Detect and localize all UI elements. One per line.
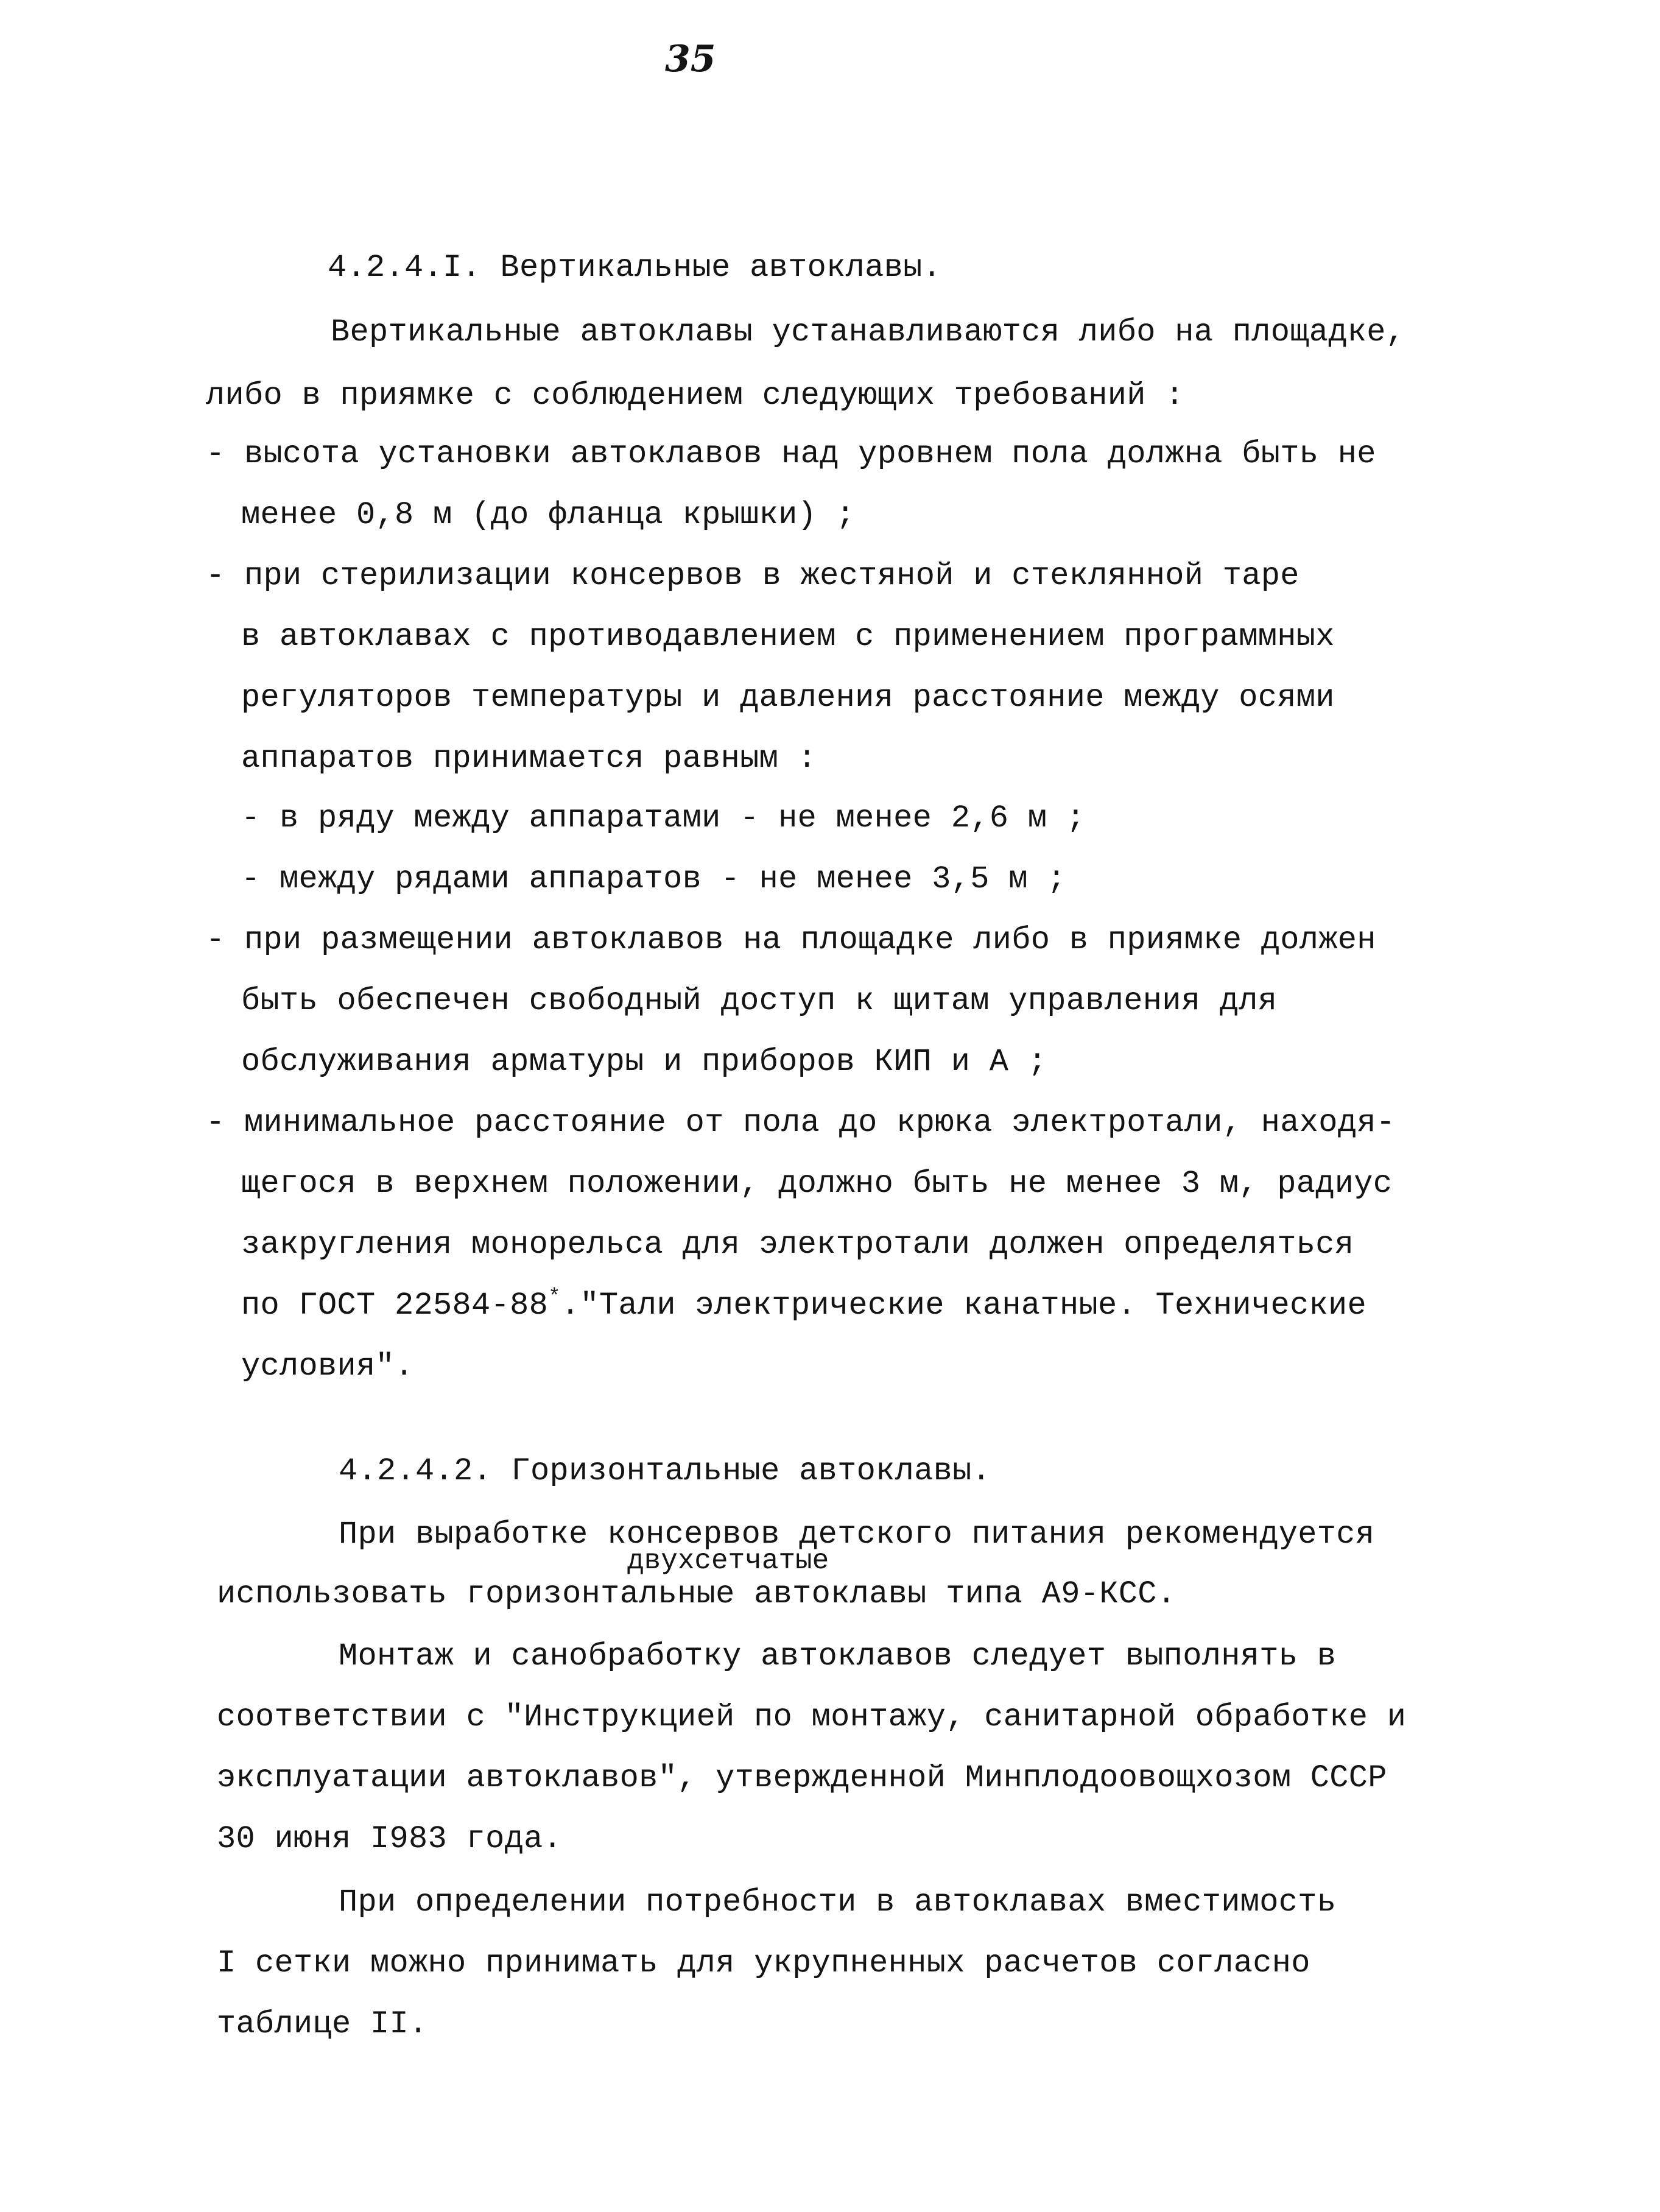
paragraph-line: либо в приямке с соблюдением следующих требований : [206, 378, 1184, 414]
paragraph-line: эксплуатации автоклавов", утвержденной Минплодоовощхозом СССР [217, 1760, 1387, 1796]
handwritten-insertion: двухсетчатые [627, 1545, 829, 1577]
gost-reference: по ГОСТ 22584-88 [241, 1287, 549, 1323]
list-item-line: в автоклавах с противодавлением с применением программных [241, 619, 1335, 655]
page-number: 35 [665, 38, 716, 80]
paragraph-line: I сетки можно принимать для укрупненных расчетов согласно [217, 1945, 1310, 1981]
paragraph-line: 30 июня I983 года. [217, 1821, 563, 1857]
paragraph-line: соответствии с "Инструкцией по монтажу, санитарной обработке и [217, 1699, 1407, 1735]
list-item-line: условия". [241, 1348, 414, 1384]
list-item-line: регуляторов температуры и давления расстояние между осями [241, 680, 1335, 716]
section-heading-horizontal: 4.2.4.2. Горизонтальные автоклавы. [339, 1453, 991, 1489]
paragraph-line: использовать горизонтальные автоклавы типа А9-КСС. [217, 1576, 1176, 1612]
list-item-line [241, 1287, 1366, 1324]
paragraph-line: Монтаж и санобработку автоклавов следует выполнять в [339, 1638, 1337, 1674]
list-item-line: - высота установки автоклавов над уровнем пола должна быть не [206, 436, 1376, 472]
list-item-line: - минимальное расстояние от пола до крюка электротали, находя- [206, 1105, 1396, 1141]
gost-title: ."Тали электрические канатные. Технические [560, 1287, 1367, 1323]
paragraph-line: Вертикальные автоклавы устанавливаются либо на площадке, [331, 314, 1405, 350]
paragraph-line: таблице II. [217, 2006, 428, 2042]
list-item-line: - при стерилизации консервов в жестяной и стеклянной таре [206, 558, 1300, 594]
list-item-line: менее 0,8 м (до фланца крышки) ; [241, 497, 856, 533]
list-item-line: аппаратов принимается равным : [241, 741, 817, 777]
paragraph-line: При выработке консервов детского питания рекомендуется [339, 1516, 1375, 1552]
section-heading-vertical: 4.2.4.I. Вертикальные автоклавы. [328, 250, 942, 286]
list-item-line: щегося в верхнем положении, должно быть не менее 3 м, радиус [241, 1166, 1393, 1202]
list-item-line: закругления монорельса для электротали должен определяться [241, 1227, 1354, 1263]
sub-list-item: - между рядами аппаратов - не менее 3,5 м ; [241, 861, 1066, 897]
list-item-line: обслуживания арматуры и приборов КИП и А ; [241, 1044, 1047, 1080]
list-item-line: быть обеспечен свободный доступ к щитам управления для [241, 983, 1278, 1019]
sub-list-item: - в ряду между аппаратами - не менее 2,6 м ; [241, 800, 1086, 836]
paragraph-line: При определении потребности в автоклавах вместимость [339, 1884, 1337, 1920]
footnote-mark: * [548, 1286, 561, 1309]
list-item-line: - при размещении автоклавов на площадке либо в приямке должен [206, 922, 1376, 958]
